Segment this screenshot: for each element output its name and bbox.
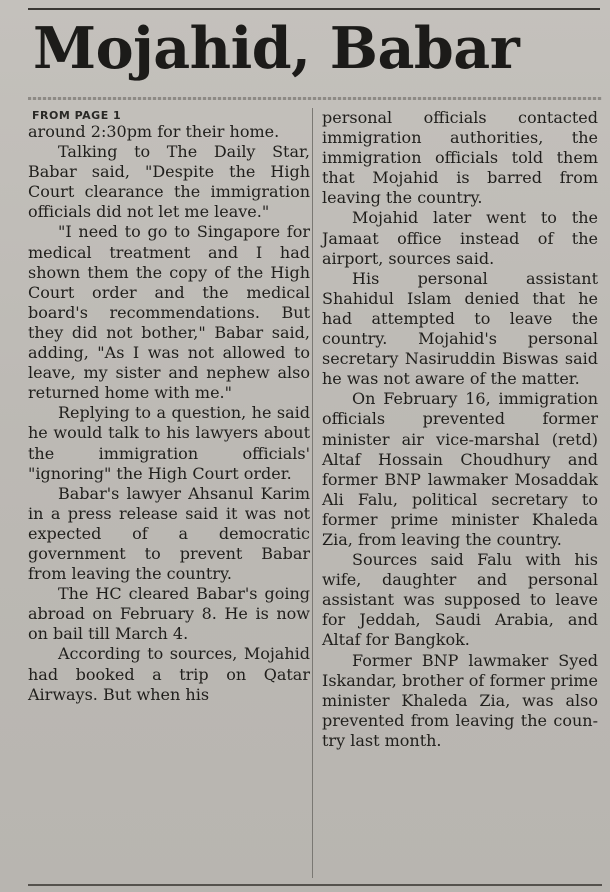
paragraph: Babar's lawyer Ahsanul Karim in a press release said it was not expected of a democratic government to prevent Babar from leaving the country. [28, 483, 310, 584]
headline-rule [28, 97, 602, 100]
bottom-rule [28, 884, 602, 886]
top-rule [28, 8, 600, 10]
paragraph: personal officials contacted immigration authorities, the immigration officials told them that Mojahid is barred from leaving the country. [322, 108, 598, 208]
left-column [28, 108, 310, 705]
paragraph: around 2:30pm for their home. [28, 122, 280, 141]
paragraph: His personal assistant Shahidul Islam denied that he had attempted to leave the country. Mojahid's personal secretary Nasiruddin Biswas said he was not aware of the matter. [322, 268, 598, 389]
paragraph: Talking to The Daily Star, Babar said, "Despite the High Court clearance the immigration officials did not let me leave." [28, 142, 310, 222]
paragraph: Replying to a question, he said he would talk to his lawyers about the immigration officials' "ignoring" the High Court order. [28, 403, 310, 483]
right-column [322, 108, 598, 751]
headline: Mojahid, Babar [33, 15, 520, 82]
paragraph: "I need to go to Singapore for medical treatment and I had shown them the copy of the High Court order and the medical board's recommendations. But they did not bother," Babar said, adding, "As I was not allowed to leave, my sister and nephew also returned home with me." [28, 222, 310, 403]
column-divider [312, 108, 313, 878]
paragraph: Mojahid later went to the Jamaat office instead of the airport, sources said. [322, 208, 598, 268]
paragraph: On February 16, immigration officials prevented former minister air vice-marshal (retd) Altaf Hossain Choudhury and former BNP lawmaker Mosaddak Ali Falu, political secretary to former prime minister Khaleda Zia, from leaving the country. [322, 389, 598, 549]
paragraph: Sources said Falu with his wife, daughter and personal assistant was supposed to leave for Jeddah, Saudi Arabia, and Altaf for Bangkok. [322, 550, 598, 650]
paragraph: According to sources, Mojahid had booked a trip on Qatar Airways. But when his [28, 644, 310, 704]
paragraph: Former BNP lawmaker Syed Iskandar, brother of former prime minister Khaleda Zia, was also prevented from leaving the country last month. [322, 650, 598, 750]
kicker-from-page: FROM PAGE 1 [32, 109, 122, 122]
paragraph: The HC cleared Babar's going abroad on February 8. He is now on bail till March 4. [28, 584, 310, 644]
